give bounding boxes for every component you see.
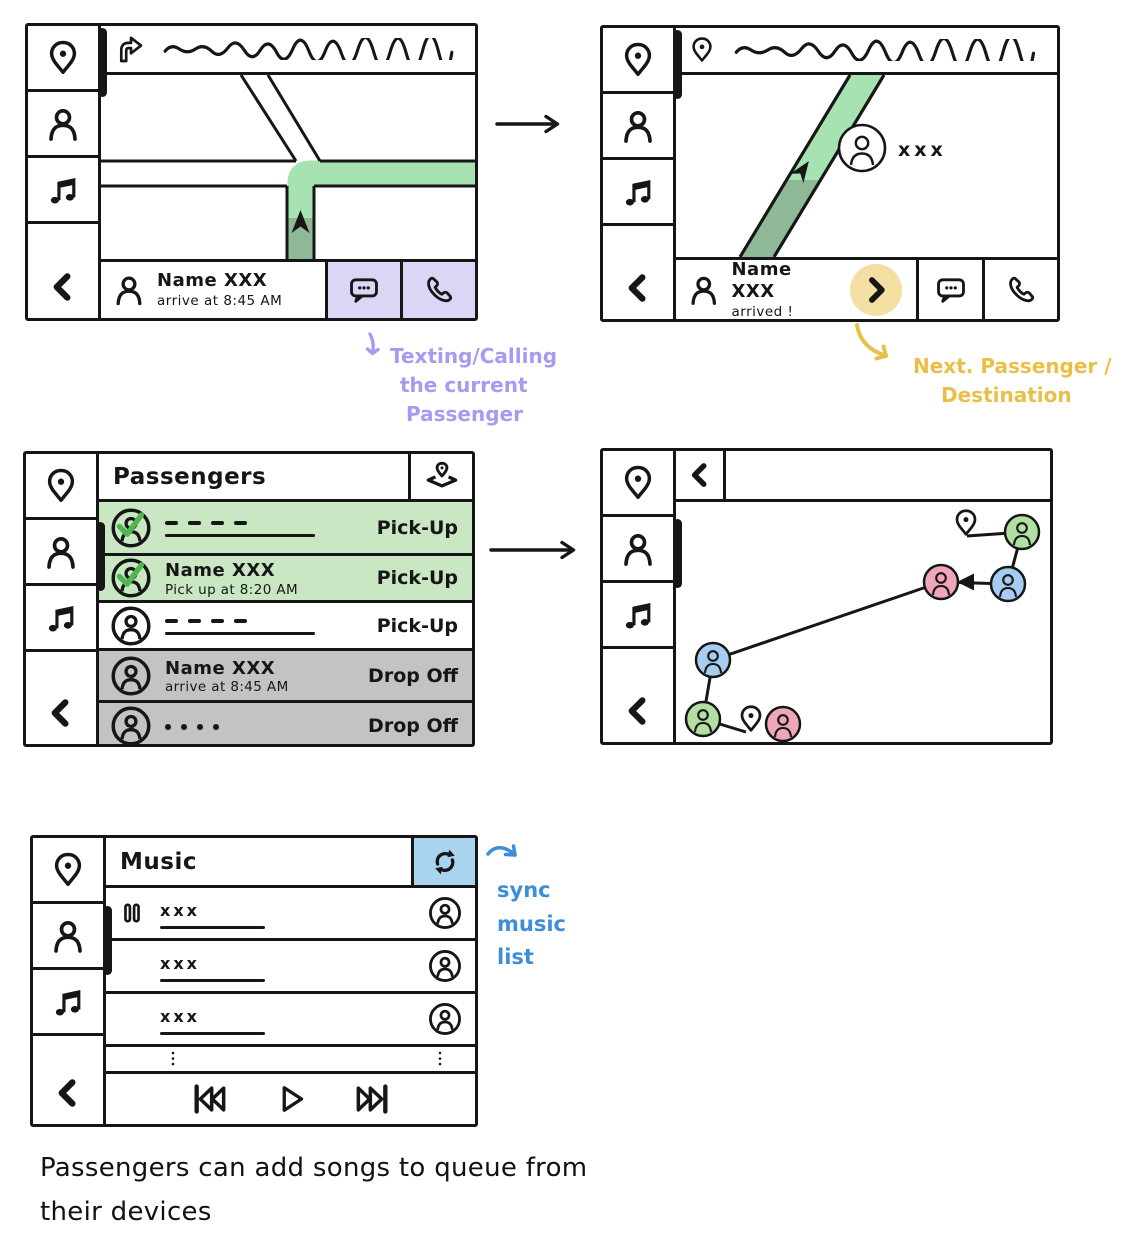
sync-icon — [428, 845, 462, 879]
chevron-left-icon — [46, 698, 76, 728]
passenger-map-label: xxx — [898, 139, 947, 161]
sidebar-tab-map[interactable] — [26, 454, 96, 520]
requester-avatar-icon — [427, 1001, 463, 1037]
map-pin-icon — [619, 41, 657, 79]
share-map-icon — [424, 459, 460, 495]
sidebar-tab-passengers[interactable] — [26, 520, 96, 586]
name-placeholder — [165, 616, 315, 636]
ellipsis-vertical-icon — [162, 1047, 184, 1071]
row-action-label: Drop Off — [368, 664, 458, 687]
arrival-screen — [600, 25, 1060, 322]
current-passenger-bar — [676, 257, 1057, 319]
sidebar-spacer — [28, 224, 98, 256]
navigation-map — [101, 75, 475, 259]
person-icon — [686, 272, 721, 308]
track-title: xxx — [160, 900, 200, 920]
music-note-icon — [50, 984, 86, 1020]
passenger-time: Pick up at 8:20 AM — [165, 581, 299, 598]
chevron-left-icon — [53, 1078, 83, 1108]
map-pin-icon — [619, 464, 657, 502]
passenger-map-marker — [839, 125, 885, 171]
active-tab-indicator — [673, 30, 682, 99]
page-title: Music — [120, 848, 197, 875]
instruction-banner — [676, 28, 1057, 75]
route-topbar — [676, 451, 1050, 502]
passenger-avatar — [109, 604, 153, 648]
passenger-row[interactable] — [99, 603, 472, 651]
passengers-screen — [23, 451, 475, 747]
row-action-label: Pick-Up — [376, 567, 458, 589]
page-title: Passengers — [113, 463, 267, 490]
music-note-icon — [45, 172, 81, 208]
track-row[interactable] — [106, 941, 475, 994]
active-tab-indicator — [673, 519, 682, 588]
passenger-name: Name XXX — [731, 258, 792, 303]
skip-back-button[interactable] — [189, 1079, 229, 1119]
back-button[interactable] — [603, 680, 673, 742]
sidebar-tab-map[interactable] — [603, 28, 673, 94]
message-bubble-icon — [934, 273, 968, 307]
annotation-arrow-purple — [366, 332, 386, 360]
passenger-node-pink — [924, 565, 958, 599]
passenger-time: arrive at 8:45 AM — [165, 679, 289, 696]
chevron-left-icon — [623, 696, 653, 726]
sidebar-tab-map[interactable] — [28, 26, 98, 92]
sidebar-tab-music[interactable] — [26, 586, 96, 652]
call-button[interactable] — [982, 260, 1057, 319]
message-bubble-icon — [347, 273, 381, 307]
passenger-status: arrived ! — [731, 303, 794, 320]
flow-arrow — [494, 110, 570, 138]
sidebar-tab-music[interactable] — [33, 970, 103, 1036]
passenger-row[interactable] — [99, 502, 472, 556]
sidebar-spacer — [603, 226, 673, 257]
passenger-node-blue — [991, 567, 1025, 601]
passenger-node-green — [1005, 515, 1039, 549]
passenger-node-green — [686, 702, 720, 736]
phone-icon — [1004, 273, 1038, 307]
route-map — [676, 502, 1050, 742]
person-circle-icon — [109, 654, 153, 698]
row-action-label: Drop Off — [368, 714, 458, 737]
row-action-label: Pick-Up — [376, 614, 458, 637]
destination-pin-icon — [957, 511, 975, 535]
music-note-icon — [43, 600, 79, 636]
sidebar — [26, 454, 99, 744]
route-graph — [676, 502, 1050, 742]
back-button[interactable] — [26, 682, 96, 744]
track-title: xxx — [160, 1006, 200, 1026]
playback-controls — [106, 1074, 475, 1124]
person-icon — [618, 106, 658, 146]
passenger-avatar-checked — [109, 506, 153, 550]
passenger-row[interactable] — [99, 651, 472, 703]
annotation-arrow-blue — [486, 842, 526, 870]
sidebar-tab-map[interactable] — [33, 838, 103, 904]
call-button[interactable] — [400, 262, 475, 318]
annotation-sync-music: sync music list — [497, 878, 566, 970]
chevron-left-icon — [687, 462, 713, 488]
track-row[interactable] — [106, 888, 475, 941]
instruction-text-scribble — [730, 39, 1045, 61]
music-note-icon — [620, 174, 656, 210]
sidebar-spacer — [26, 652, 96, 682]
passenger-node-blue — [696, 643, 730, 677]
track-row[interactable] — [106, 994, 475, 1047]
message-button[interactable] — [325, 262, 400, 318]
next-passenger-button[interactable] — [850, 264, 902, 316]
passenger-row[interactable] — [99, 556, 472, 603]
requester-avatar-icon — [427, 895, 463, 931]
route-overview-screen — [600, 448, 1053, 745]
passengers-header — [99, 454, 472, 502]
person-icon — [618, 529, 658, 569]
sidebar — [603, 28, 676, 319]
annotation-arrow-yellow — [852, 322, 900, 372]
sidebar — [28, 26, 101, 318]
back-button[interactable] — [28, 256, 98, 318]
person-icon — [43, 104, 83, 144]
passenger-card[interactable] — [676, 260, 916, 319]
passenger-card[interactable] — [101, 262, 325, 318]
map-pin-icon — [44, 39, 82, 77]
skip-forward-button[interactable] — [353, 1079, 393, 1119]
message-button[interactable] — [916, 260, 982, 319]
current-passenger-bar — [101, 259, 475, 318]
back-button[interactable] — [33, 1062, 103, 1124]
sidebar-tab-map[interactable] — [603, 451, 673, 517]
check-icon — [113, 558, 147, 592]
chevron-left-icon — [48, 272, 78, 302]
check-icon — [113, 508, 147, 542]
sidebar — [603, 451, 676, 742]
sidebar-tab-passengers[interactable] — [28, 92, 98, 158]
direction-arrowhead — [957, 574, 974, 591]
track-title-scribble — [160, 979, 265, 983]
navigation-screen — [25, 23, 478, 321]
track-title-scribble — [160, 926, 265, 930]
route-lines — [703, 532, 1022, 732]
sync-music-button[interactable] — [411, 838, 475, 885]
sidebar-spacer — [33, 1036, 103, 1062]
sidebar-tab-passengers[interactable] — [603, 517, 673, 583]
phone-icon — [422, 273, 456, 307]
ellipsis-vertical-icon — [429, 1047, 451, 1071]
annotation-next-passenger: Next. Passenger / Destination — [913, 354, 1112, 407]
map-roads — [676, 75, 1057, 257]
sidebar-tab-music[interactable] — [603, 160, 673, 226]
sidebar-tab-music[interactable] — [28, 158, 98, 224]
row-action-label: Pick-Up — [376, 516, 458, 539]
caption-text: Passengers can add songs to queue from their devices — [40, 1153, 588, 1228]
music-note-icon — [620, 597, 656, 633]
route-overview-button[interactable] — [408, 454, 472, 499]
music-screen — [30, 835, 478, 1127]
play-button[interactable] — [273, 1081, 309, 1117]
passenger-avatar — [109, 704, 153, 748]
sidebar — [33, 838, 106, 1124]
requester-avatar-icon — [427, 948, 463, 984]
name-placeholder — [165, 721, 219, 730]
passenger-avatar-checked — [109, 556, 153, 600]
track-title-scribble — [160, 1032, 265, 1036]
person-circle-icon — [109, 604, 153, 648]
chevron-left-icon — [623, 273, 653, 303]
instruction-banner — [101, 26, 475, 75]
name-placeholder — [165, 518, 315, 538]
map-pin-icon — [42, 467, 80, 505]
active-tab-indicator — [98, 28, 107, 97]
passenger-avatar — [109, 654, 153, 698]
map-pin-icon — [49, 851, 87, 889]
back-button[interactable] — [676, 451, 726, 499]
pause-icon — [118, 899, 146, 927]
passenger-row[interactable] — [99, 703, 472, 747]
sidebar-tab-passengers[interactable] — [603, 94, 673, 160]
track-title: xxx — [160, 953, 200, 973]
sidebar-tab-passengers[interactable] — [33, 904, 103, 970]
more-tracks-row — [106, 1047, 475, 1074]
instruction-text-scribble — [159, 38, 463, 60]
passenger-eta: arrive at 8:45 AM — [157, 292, 283, 309]
map-roads — [101, 75, 475, 259]
map-pin-icon — [688, 36, 716, 64]
music-header — [106, 838, 475, 888]
active-tab-indicator — [103, 906, 112, 975]
passenger-name: Name XXX — [157, 270, 268, 292]
flow-arrow — [488, 536, 586, 564]
passenger-name: Name XXX — [165, 657, 276, 679]
passenger-name: Name XXX — [165, 560, 276, 582]
active-tab-indicator — [96, 522, 105, 591]
person-circle-icon — [109, 704, 153, 748]
chevron-right-icon — [862, 276, 890, 304]
person-icon — [48, 916, 88, 956]
back-button[interactable] — [603, 257, 673, 319]
passenger-node-pink — [766, 707, 800, 741]
turn-right-icon — [113, 33, 145, 65]
annotation-texting-calling: Texting/Calling the current Passenger — [390, 344, 558, 426]
person-icon — [111, 272, 147, 308]
arrival-map — [676, 75, 1057, 257]
person-icon — [41, 532, 81, 572]
destination-pin-icon — [742, 707, 760, 731]
sidebar-spacer — [603, 649, 673, 680]
sidebar-tab-music[interactable] — [603, 583, 673, 649]
